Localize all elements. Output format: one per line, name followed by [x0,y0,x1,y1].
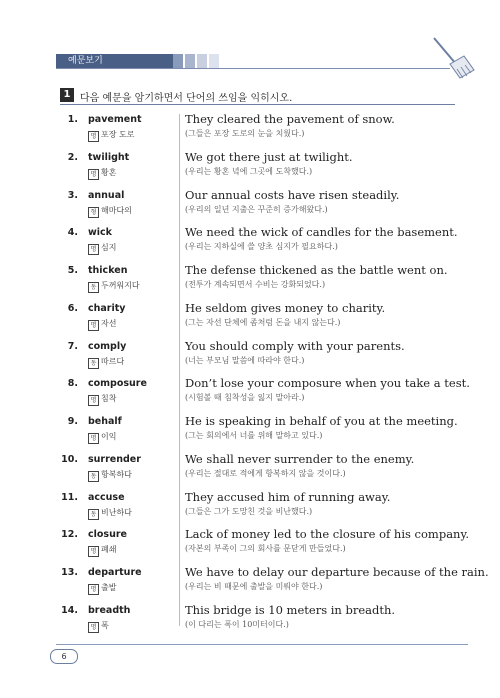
example-translation: (우리는 절대로 적에게 항복하지 않을 것이다.) [185,468,346,478]
header-decor-block [209,54,219,68]
entry-definition [88,431,116,444]
entry-meaning: 이익 [101,432,117,441]
entry-meaning: 항복하다 [101,469,132,479]
entry-meaning: 폐쇄 [101,545,117,555]
part-of-speech-badge: 명 [88,546,99,557]
entry-word: annual [88,189,125,201]
broom-icon [430,34,478,84]
entry-number: 13. [61,567,78,578]
example-translation: (우리는 비 때문에 출발을 미뤄야 한다.) [185,582,323,591]
part-of-speech-badge: 동 [88,358,99,369]
vocab-entry [56,597,456,635]
entry-word: accuse [88,491,125,503]
vocab-entry [56,182,456,220]
part-of-speech-badge: 동 [88,471,99,482]
example-sentence: Our annual costs have risen steadily. [185,187,400,202]
example-translation: (우리의 일년 지출은 꾸준히 증가해왔다.) [185,204,328,214]
entry-definition [88,469,132,482]
entry-word: pavement [88,114,142,125]
example-translation: (전투가 계속되면서 수비는 강화되었다.) [185,280,326,289]
header-decor-block [173,54,183,68]
entry-meaning: 따르다 [101,356,125,366]
entry-meaning: 출발 [101,583,117,592]
vocab-entry [56,370,470,408]
example-translation: (우리는 황혼 녘에 그곳에 도착했다.) [185,166,313,176]
vocab-entry [56,106,456,144]
footer-rule [56,644,468,645]
example-sentence: The defense thickened as the battle went on. [185,263,448,277]
example-sentence: He is speaking in behalf of you at the meeting. [185,414,458,428]
example-sentence: We got there just at twilight. [185,149,353,164]
entry-word: breadth [88,604,131,616]
entry-meaning: 자선 [101,318,117,328]
example-sentence: They cleared the pavement of snow. [185,112,395,126]
entry-definition [88,507,132,520]
part-of-speech-badge: 명 [88,584,99,595]
entry-definition [88,280,140,293]
part-of-speech-badge: 명 [88,622,99,633]
example-sentence: We shall never surrender to the enemy. [185,451,415,466]
entry-number: 4. [67,227,78,239]
vocab-entry [56,295,456,333]
example-translation: (그들은 그가 도망친 것을 비난했다.) [185,506,313,516]
part-of-speech-badge: 명 [88,131,99,142]
example-sentence: Lack of money led to the closure of his company. [185,527,470,542]
entry-definition [88,620,109,633]
entry-number: 2. [67,151,78,163]
example-sentence: This bridge is 10 meters in breadth. [185,602,396,617]
entry-meaning: 비난하다 [101,507,132,517]
entry-word: departure [88,567,142,578]
section-tab-label: 예문보기 [68,56,103,66]
example-translation: (그는 회의에서 너를 위해 말하고 있다.) [185,431,323,440]
entry-definition [88,318,116,331]
entry-number: 5. [67,265,78,276]
example-translation: (자본의 부족이 그의 회사를 문닫게 만들었다.) [185,544,346,554]
page-number: 6 [50,649,78,664]
header-decor-block [197,54,207,68]
entry-definition [88,356,124,369]
entry-meaning: 폭 [101,620,109,630]
entry-number: 12. [61,529,78,541]
instruction-rule [60,104,455,105]
part-of-speech-badge: 동 [88,282,99,293]
entry-meaning: 황혼 [101,167,117,177]
entry-meaning: 해마다의 [101,205,132,215]
entry-number: 1. [67,114,78,125]
entry-word: surrender [88,453,141,465]
vocab-entry [56,219,456,257]
entry-number: 11. [61,491,78,503]
entry-word: closure [88,529,127,541]
entry-word: wick [88,227,112,239]
part-of-speech-badge: 명 [88,395,99,406]
example-sentence: We have to delay our departure because of the rain. [185,565,489,579]
part-of-speech-badge: 형 [88,207,99,218]
entry-meaning: 두꺼워지다 [101,281,140,290]
entry-word: charity [88,302,126,314]
header-decor-block [185,54,195,68]
instruction-number: 1 [60,88,74,102]
part-of-speech-badge: 동 [88,509,99,520]
entry-word: twilight [88,151,130,163]
section-tab [56,54,173,68]
entry-meaning: 포장 도로 [101,130,135,139]
vocab-entry [56,333,456,371]
page-header [0,0,500,70]
example-sentence: He seldom gives money to charity. [185,300,386,315]
entry-meaning: 침착 [101,394,117,404]
entry-number: 10. [61,453,78,465]
entry-definition [88,205,132,218]
vocab-entry [56,484,456,522]
example-translation: (그들은 포장 도로의 눈을 치웠다.) [185,129,305,138]
entry-number: 9. [67,416,78,427]
example-sentence: We need the wick of candles for the basement. [185,225,458,240]
entry-number: 14. [61,604,78,616]
example-translation: (너는 부모님 말씀에 따라야 한다.) [185,355,305,365]
entry-number: 8. [67,378,78,390]
vocab-entry [56,408,456,446]
header-rule [56,68,450,69]
entry-word: thicken [88,265,128,276]
vocab-entry [56,446,456,484]
entry-definition [88,582,116,595]
entry-word: comply [88,340,127,352]
example-translation: (시험볼 때 침착성을 잃지 말아라.) [185,393,305,403]
entry-number: 7. [67,340,78,352]
example-sentence: They accused him of running away. [185,489,391,504]
part-of-speech-badge: 명 [88,244,99,255]
vocab-entry [56,521,470,559]
instruction [60,88,455,104]
example-sentence: Don’t lose your composure when you take a test. [185,376,470,391]
vocab-entry [56,257,456,295]
vocab-entry [56,559,489,597]
entry-definition [88,544,116,557]
part-of-speech-badge: 명 [88,320,99,331]
vocab-entry [56,144,456,182]
part-of-speech-badge: 명 [88,433,99,444]
example-translation: (우리는 지하실에 쓸 양초 심지가 필요하다.) [185,242,338,252]
part-of-speech-badge: 명 [88,169,99,180]
example-translation: (이 다리는 폭이 10미터이다.) [185,619,289,629]
entry-word: behalf [88,416,122,427]
entry-word: composure [88,378,147,390]
example-sentence: You should comply with your parents. [185,338,405,353]
entry-definition [88,129,134,142]
example-translation: (그는 자선 단체에 좀처럼 돈을 내지 않는다.) [185,317,341,327]
entry-meaning: 심지 [101,243,117,253]
entry-number: 6. [67,302,78,314]
entry-definition [88,242,116,255]
vocabulary-list [56,106,489,636]
instruction-text: 다음 예문을 암기하면서 단어의 쓰임을 익히시오. [80,93,293,104]
entry-definition [88,393,116,406]
entry-number: 3. [67,189,78,201]
entry-definition [88,167,116,180]
